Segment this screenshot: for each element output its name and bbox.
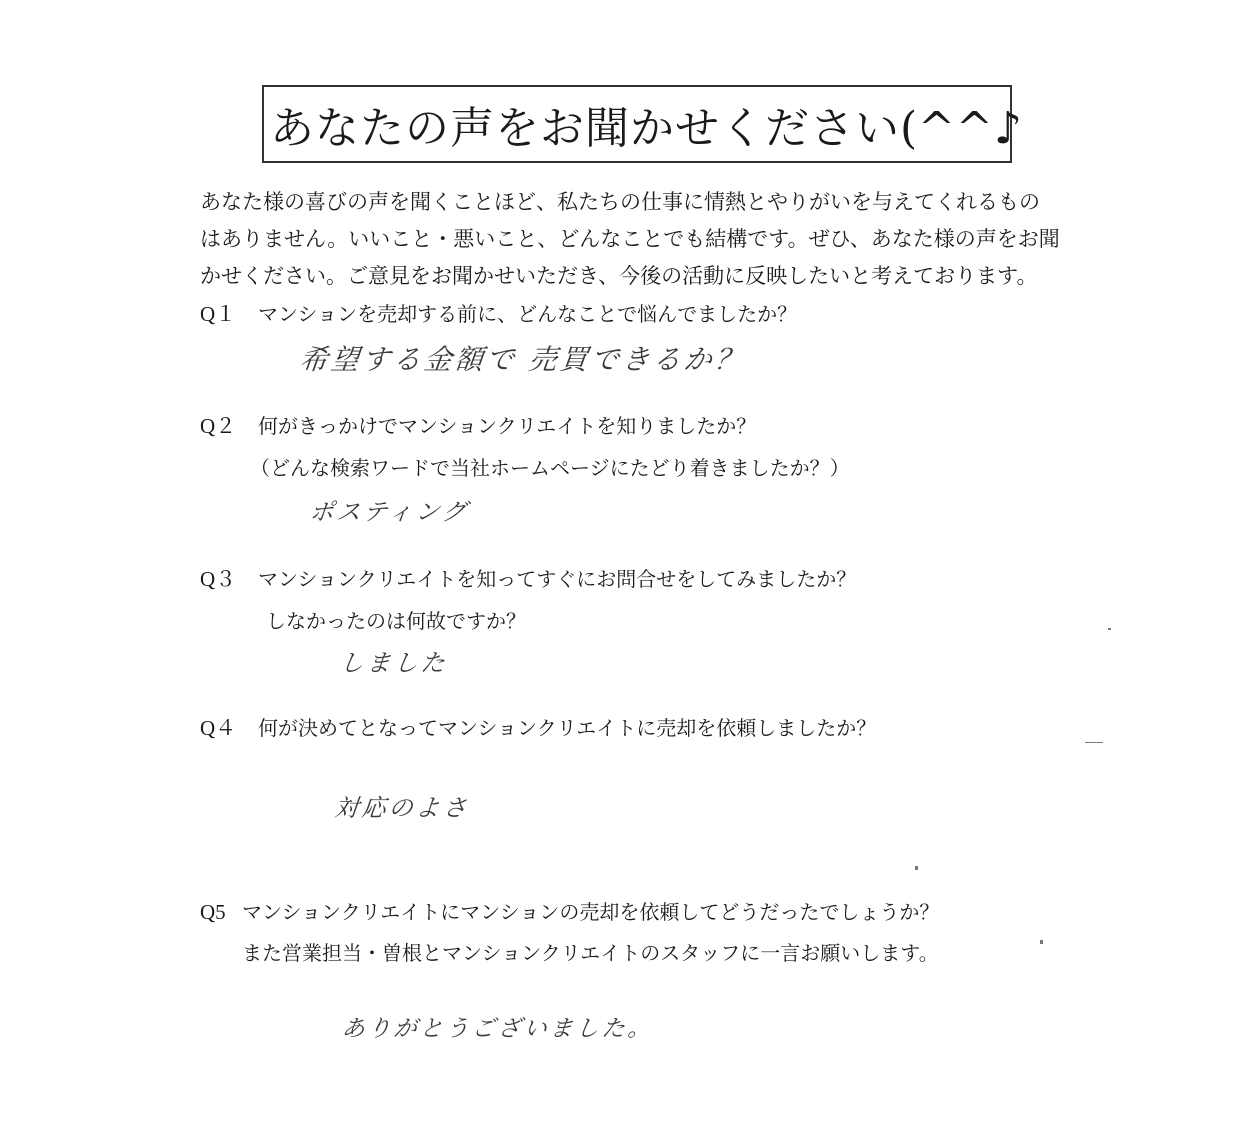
intro-line: はありません。いいこと・悪いこと、どんなことでも結構です。ぜひ、あなた様の声をお聞 (200, 227, 1060, 251)
scan-speck (1085, 742, 1103, 743)
question-text: マンションクリエイトを知ってすぐにお問合せをしてみましたか？ (258, 567, 857, 591)
question-text: マンションクリエイトにマンションの売却を依頼してどうだったでしょうか？ (242, 900, 940, 924)
scan-speck (1040, 940, 1043, 944)
intro-line: かせください。ご意見をお聞かせいただき、今後の活動に反映したいと考えております。 (200, 264, 1038, 288)
survey-title-box (262, 85, 1023, 163)
question-text: 何が決めてとなってマンションクリエイトに売却を依頼しましたか？ (258, 716, 877, 740)
question-text: 何がきっかけでマンションクリエイトを知りましたか？ (258, 414, 757, 438)
question-subtext: しなかったのは何故ですか？ (266, 609, 526, 633)
question-5 (200, 896, 939, 966)
question-number: Q２ (200, 414, 237, 438)
question-number: Q１ (200, 302, 237, 326)
question-text: マンションを売却する前に、どんなことで悩んでましたか？ (258, 302, 798, 326)
answer-2-handwritten: ポスティング (308, 498, 471, 526)
survey-title: あなたの声をお聞かせください(^^♪ (270, 103, 1023, 154)
question-number: Q３ (200, 567, 237, 591)
question-subtext: （どんな検索ワードで当社ホームページにたどり着きましたか？） (250, 456, 850, 480)
question-number: Q5 (200, 900, 226, 924)
answer-5-handwritten: ありがとうございました。 (340, 1016, 656, 1042)
question-number: Q４ (200, 716, 237, 740)
answer-4-handwritten: 対応のよさ (333, 794, 472, 822)
scan-speck (1108, 628, 1111, 630)
intro-paragraph (200, 184, 1100, 295)
question-subtext: また営業担当・曽根とマンションクリエイトのスタッフに一言お願いします。 (242, 941, 939, 965)
answer-3-handwritten: しました (338, 649, 450, 677)
answer-1-handwritten: 希望する金額で 売買できるか？ (298, 343, 748, 376)
intro-line: あなた様の喜びの声を聞くことほど、私たちの仕事に情熱とやりがいを与えてくれるもの (200, 190, 1040, 214)
question-4 (200, 712, 876, 742)
question-2 (200, 410, 850, 481)
scan-speck (915, 866, 918, 870)
question-3 (200, 563, 856, 634)
question-1 (200, 298, 797, 328)
